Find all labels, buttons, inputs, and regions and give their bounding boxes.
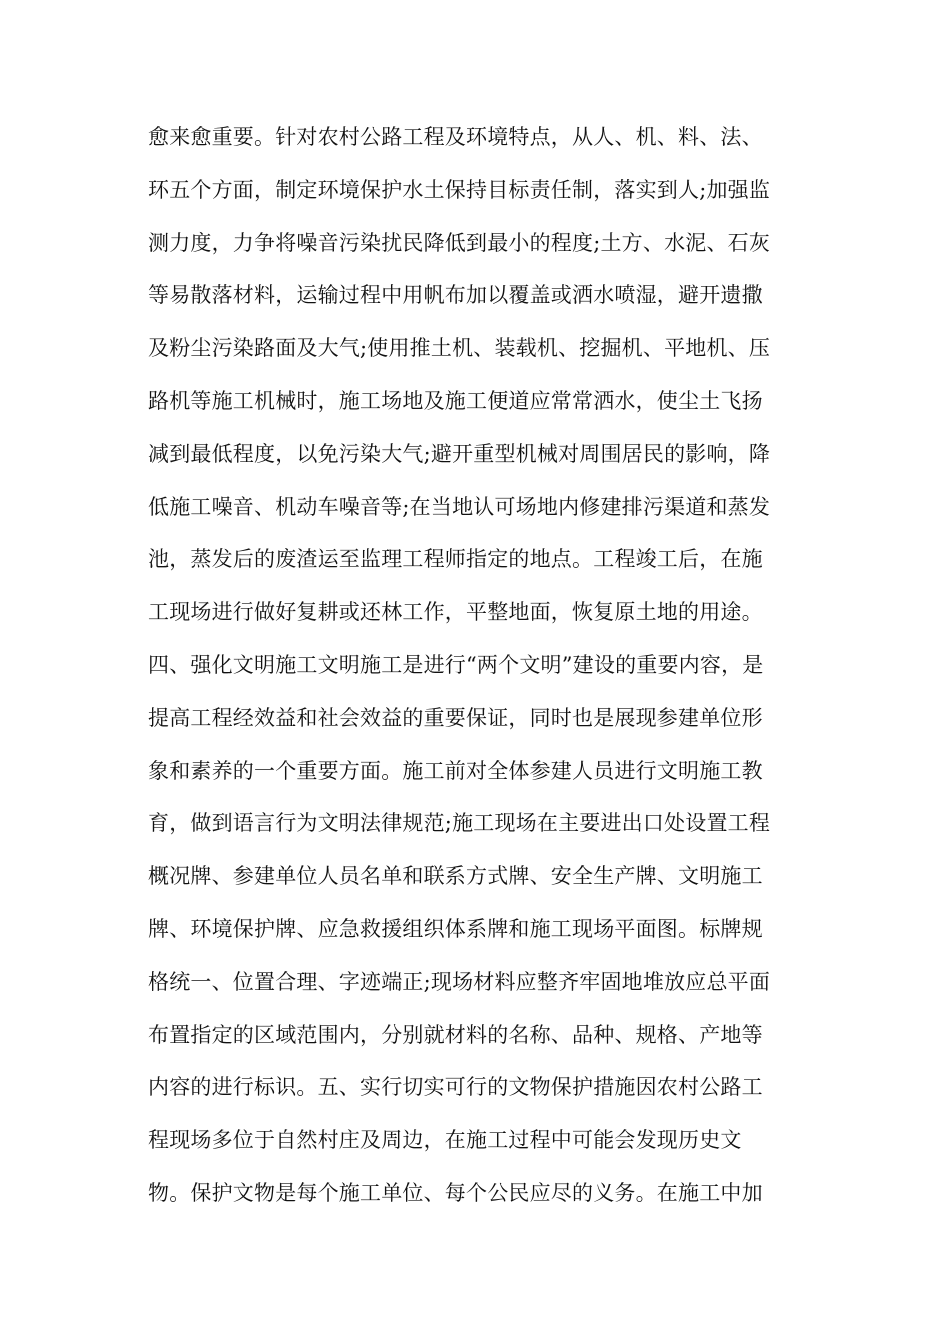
text-line-14: 育，做到语言行为文明法律规范;施工现场在主要进出口处设置工程: [148, 811, 771, 836]
text-line-9: 池，蒸发后的废渣运至监理工程师指定的地点。工程竣工后，在施: [148, 547, 763, 572]
text-line-19: 内容的进行标识。五、实行切实可行的文物保护措施因农村公路工: [148, 1075, 763, 1100]
text-line-10: 工现场进行做好复耕或还林工作，平整地面，恢复原土地的用途。: [148, 600, 763, 625]
text-line-11: 四、强化文明施工文明施工是进行“两个文明”建设的重要内容，是: [148, 652, 764, 677]
text-line-7: 减到最低程度，以免污染大气;避开重型机械对周围居民的影响，降: [148, 441, 771, 466]
text-line-2: 环五个方面，制定环境保护水土保持目标责任制，落实到人;加强监: [148, 177, 771, 202]
text-line-20: 程现场多位于自然村庄及周边，在施工过程中可能会发现历史文: [148, 1128, 742, 1153]
text-line-13: 象和素养的一个重要方面。施工前对全体参建人员进行文明施工教: [148, 758, 763, 783]
text-line-15: 概况牌、参建单位人员名单和联系方式牌、安全生产牌、文明施工: [148, 864, 763, 889]
text-line-8: 低施工噪音、机动车噪音等;在当地认可场地内修建排污渠道和蒸发: [148, 494, 771, 519]
text-line-12: 提高工程经效益和社会效益的重要保证，同时也是展现参建单位形: [148, 705, 763, 730]
text-line-1: 愈来愈重要。针对农村公路工程及环境特点，从人、机、料、法、: [148, 125, 763, 149]
body-text: [148, 117, 808, 1226]
text-line-18: 布置指定的区域范围内，分别就材料的名称、品种、规格、产地等: [148, 1022, 763, 1047]
text-line-16: 牌、环境保护牌、应急救援组织体系牌和施工现场平面图。标牌规: [148, 916, 763, 941]
text-line-3: 测力度，力争将噪音污染扰民降低到最小的程度;土方、水泥、石灰: [148, 230, 771, 255]
text-line-17: 格统一、位置合理、字迹端正;现场材料应整齐牢固地堆放应总平面: [148, 969, 771, 994]
text-line-4: 等易散落材料，运输过程中用帆布加以覆盖或洒水喷湿，避开遗撒: [148, 283, 763, 308]
text-line-5: 及粉尘污染路面及大气;使用推土机、装载机、挖掘机、平地机、压: [148, 336, 771, 361]
text-line-21: 物。保护文物是每个施工单位、每个公民应尽的义务。在施工中加: [148, 1180, 763, 1205]
text-line-6: 路机等施工机械时，施工场地及施工便道应常常洒水，使尘土飞扬: [148, 388, 763, 413]
